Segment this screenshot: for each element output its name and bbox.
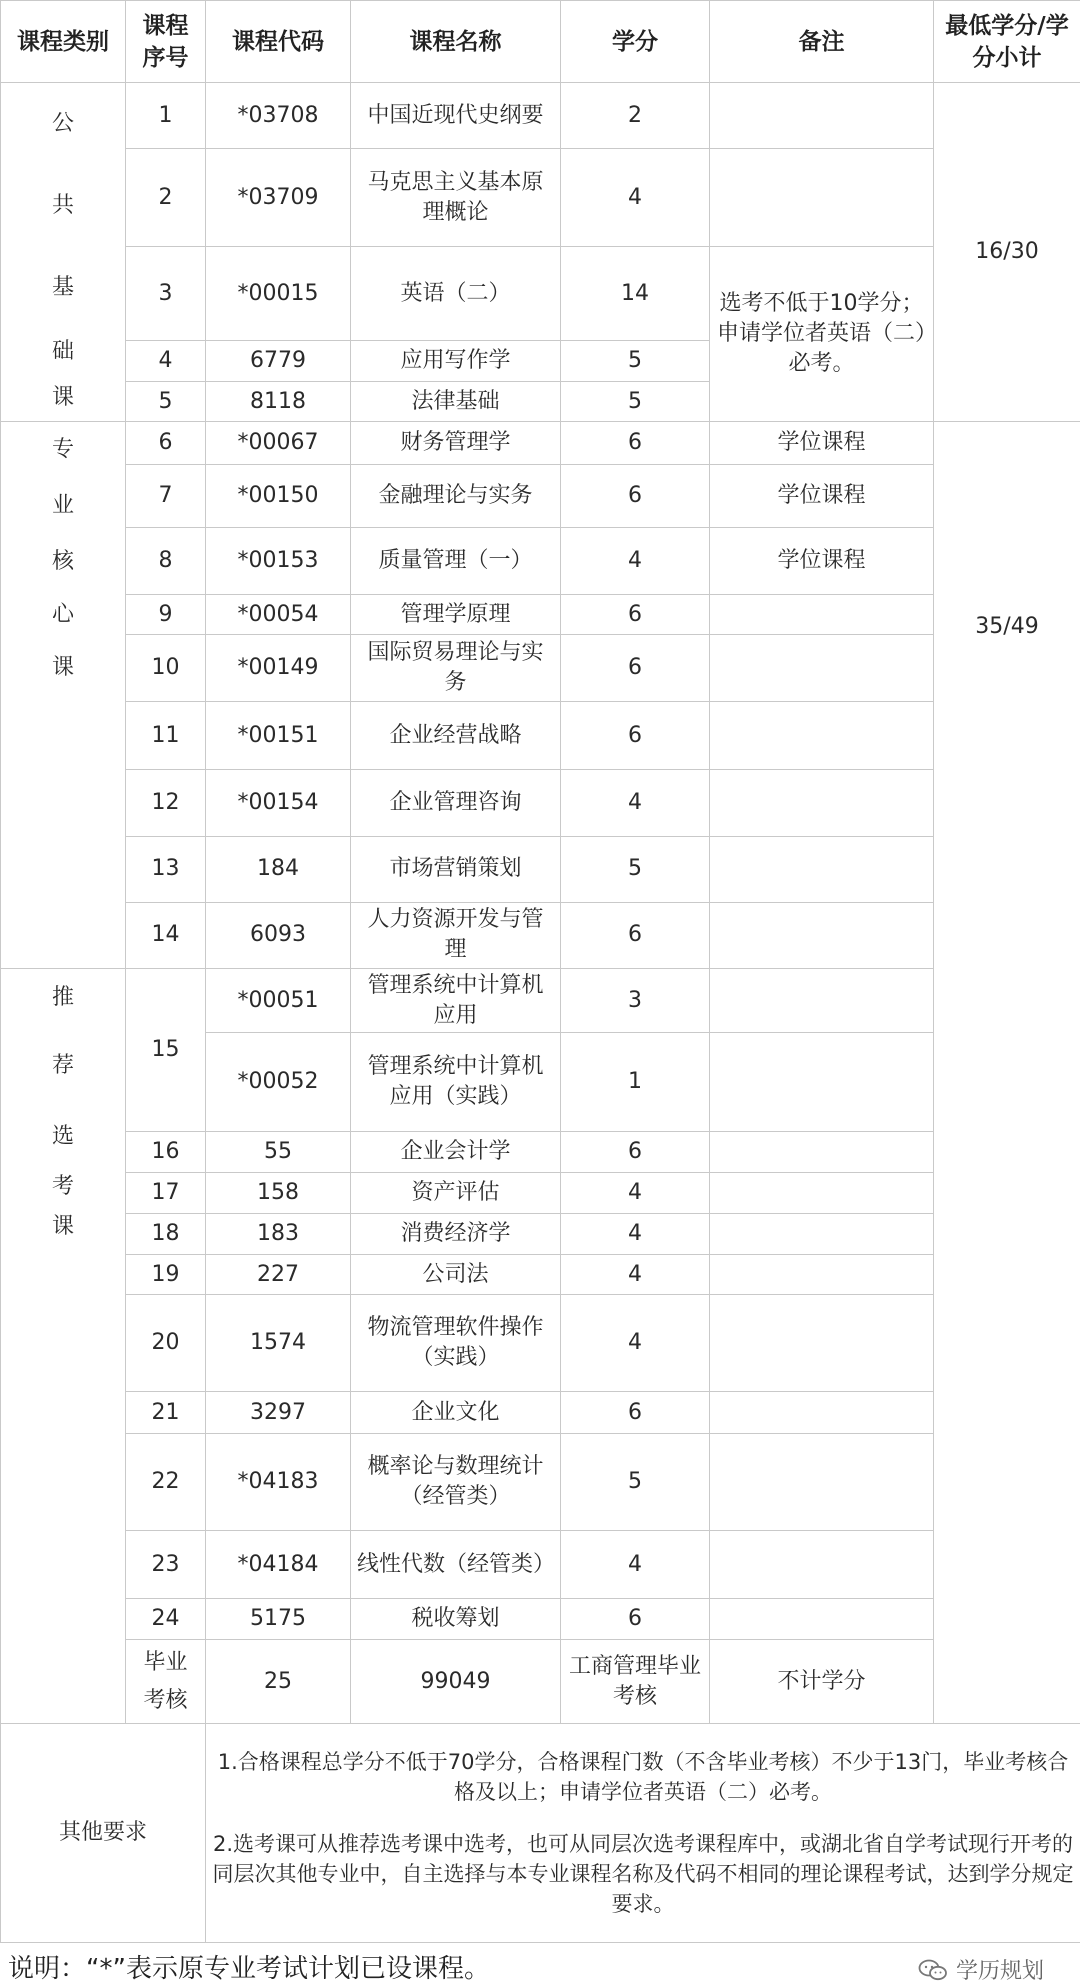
cell-code: *00067 (206, 422, 351, 465)
min-credit-core (934, 422, 1080, 1724)
category-char: 荐 (7, 1027, 119, 1105)
watermark (918, 1954, 1044, 1985)
cell-name: 人力资源开发与管理 (351, 902, 561, 968)
cell-seq: 25 (206, 1640, 351, 1724)
cell-seq: 12 (126, 769, 206, 836)
cell-credit: 4 (561, 769, 710, 836)
cell-credit: 4 (561, 1295, 710, 1392)
cell-credit: 5 (561, 341, 710, 382)
category-char: 心 (7, 590, 119, 640)
cell-credit: 4 (561, 149, 710, 247)
cell-seq: 14 (126, 902, 206, 968)
cell-seq: 4 (126, 341, 206, 382)
cell-credit: 不计学分 (710, 1640, 934, 1724)
cell-credit: 6 (561, 422, 710, 465)
cell-code: 99049 (351, 1640, 561, 1724)
category-char: 课 (7, 640, 119, 696)
category-char: 课 (7, 1205, 119, 1249)
cell-code: 6779 (206, 341, 351, 382)
min-credit-public: 16/30 (934, 83, 1080, 422)
category-public (1, 83, 126, 422)
cell-code: *00149 (206, 635, 351, 702)
requirement-item: 1.合格课程总学分不低于70学分，合格课程门数（不含毕业考核）不少于13门，毕业考核合格及以上；申请学位者英语（二）必考。 (212, 1747, 1074, 1807)
cell-note (710, 1434, 934, 1531)
cell-code: *00153 (206, 528, 351, 595)
cell-note (710, 1255, 934, 1295)
table-row (1, 149, 1080, 247)
cell-code: *03708 (206, 83, 351, 149)
cell-name: 公司法 (351, 1255, 561, 1295)
header-name: 课程名称 (351, 1, 561, 83)
cell-name: 财务管理学 (351, 422, 561, 465)
table-row (1, 1173, 1080, 1214)
wechat-icon (918, 1959, 948, 1981)
cell-note-degree: 学位课程 (710, 422, 934, 465)
cell-code: *00015 (206, 247, 351, 341)
cell-code: *03709 (206, 149, 351, 247)
cell-name: 应用写作学 (351, 341, 561, 382)
cell-credit: 5 (561, 382, 710, 422)
table-row (1, 422, 1080, 465)
category-char: 业 (7, 478, 119, 534)
cell-credit: 4 (561, 1214, 710, 1255)
cell-name: 市场营销策划 (351, 836, 561, 902)
cell-credit: 4 (561, 528, 710, 595)
cell-name: 税收筹划 (351, 1599, 561, 1640)
cell-note-degree: 学位课程 (710, 528, 934, 595)
cell-name: 企业文化 (351, 1392, 561, 1434)
cell-code: *04184 (206, 1531, 351, 1599)
cell-code: *00151 (206, 702, 351, 769)
cell-note-degree: 学位课程 (710, 465, 934, 528)
cell-credit: 6 (561, 1132, 710, 1173)
table-row (1, 902, 1080, 968)
cell-code: 158 (206, 1173, 351, 1214)
cell-note (710, 702, 934, 769)
cell-seq: 9 (126, 595, 206, 635)
cell-note (710, 969, 934, 1033)
table-row (1, 83, 1080, 149)
cell-seq: 7 (126, 465, 206, 528)
category-char: 核 (7, 534, 119, 590)
footer (0, 1946, 1080, 1983)
cell-name: 管理学原理 (351, 595, 561, 635)
cell-name: 资产评估 (351, 1173, 561, 1214)
table-header-row (1, 1, 1080, 83)
cell-credit: 6 (561, 702, 710, 769)
cell-name: 企业经营战略 (351, 702, 561, 769)
cell-seq: 1 (126, 83, 206, 149)
cell-name: 马克思主义基本原理概论 (351, 149, 561, 247)
cell-credit: 4 (561, 1255, 710, 1295)
cell-seq: 19 (126, 1255, 206, 1295)
cell-note (710, 635, 934, 702)
cell-seq: 17 (126, 1173, 206, 1214)
cell-note (710, 1132, 934, 1173)
category-char: 共 (7, 165, 119, 247)
cell-code: 1574 (206, 1295, 351, 1392)
table-row (1, 769, 1080, 836)
cell-seq: 3 (126, 247, 206, 341)
cell-name: 英语（二） (351, 247, 561, 341)
note-english: 选考不低于10学分；申请学位者英语（二）必考。 (710, 247, 934, 422)
footnote: 说明：“*”表示原专业考试计划已设课程。 (8, 1948, 490, 1985)
min-credit-core-value: 35/49 (975, 614, 1038, 639)
cell-credit: 5 (561, 1434, 710, 1531)
category-char: 毕业 (132, 1644, 199, 1682)
table-row (1, 702, 1080, 769)
category-char: 考 (7, 1169, 119, 1205)
cell-credit: 3 (561, 969, 710, 1033)
cell-name: 质量管理（一） (351, 528, 561, 595)
cell-name: 消费经济学 (351, 1214, 561, 1255)
cell-code: 183 (206, 1214, 351, 1255)
cell-code: *00051 (206, 969, 351, 1033)
category-char: 考核 (132, 1682, 199, 1720)
category-char: 推 (7, 969, 119, 1027)
watermark-text: 学历规划 (956, 1954, 1044, 1985)
cell-seq: 22 (126, 1434, 206, 1531)
table-row (1, 1392, 1080, 1434)
cell-code: 184 (206, 836, 351, 902)
cell-credit: 14 (561, 247, 710, 341)
table-row (1, 1434, 1080, 1531)
cell-seq: 23 (126, 1531, 206, 1599)
cell-note (710, 902, 934, 968)
cell-note (710, 1295, 934, 1392)
table-row (1, 1214, 1080, 1255)
requirement-item: 2.选考课可从推荐选考课中选考，也可从同层次选考课程库中，或湖北省自学考试现行开考的同层次其他专业中，自主选择与本专业课程名称及代码不相同的理论课程考试，达到学分规定要求。 (212, 1829, 1074, 1919)
table-row (1, 1255, 1080, 1295)
cell-code: 3297 (206, 1392, 351, 1434)
cell-code: *00154 (206, 769, 351, 836)
cell-name: 管理系统中计算机应用 (351, 969, 561, 1033)
cell-seq: 21 (126, 1392, 206, 1434)
cell-name: 国际贸易理论与实务 (351, 635, 561, 702)
cell-code: 227 (206, 1255, 351, 1295)
cell-note (710, 1214, 934, 1255)
cell-credit: 5 (561, 836, 710, 902)
cell-code: 55 (206, 1132, 351, 1173)
cell-name: 中国近现代史纲要 (351, 83, 561, 149)
table-row (1, 1531, 1080, 1599)
table-row (1, 595, 1080, 635)
category-grad (126, 1640, 206, 1724)
cell-note (710, 769, 934, 836)
cell-name: 企业会计学 (351, 1132, 561, 1173)
cell-credit: 6 (561, 595, 710, 635)
cell-code: 8118 (206, 382, 351, 422)
table-row (1, 247, 1080, 341)
table-row (1, 969, 1080, 1033)
cell-note (710, 1033, 934, 1132)
cell-note (710, 1531, 934, 1599)
category-char: 选 (7, 1105, 119, 1169)
cell-note (710, 149, 934, 247)
cell-name: 金融理论与实务 (351, 465, 561, 528)
cell-name: 企业管理咨询 (351, 769, 561, 836)
cell-note (710, 1173, 934, 1214)
cell-code: 6093 (206, 902, 351, 968)
other-requirements-text (206, 1724, 1080, 1943)
table-row (1, 635, 1080, 702)
cell-name: 概率论与数理统计（经管类） (351, 1434, 561, 1531)
table-row (1, 528, 1080, 595)
header-seq: 课程序号 (126, 1, 206, 83)
cell-credit: 4 (561, 1173, 710, 1214)
table-row (1, 1132, 1080, 1173)
header-min-credit: 最低学分/学分小计 (934, 1, 1080, 83)
cell-seq: 18 (126, 1214, 206, 1255)
cell-credit: 6 (561, 1599, 710, 1640)
cell-name: 法律基础 (351, 382, 561, 422)
category-char: 专 (7, 422, 119, 478)
header-note: 备注 (710, 1, 934, 83)
category-char: 公 (7, 83, 119, 165)
other-requirements-row (1, 1724, 1080, 1943)
cell-note (710, 1392, 934, 1434)
cell-seq: 8 (126, 528, 206, 595)
cell-seq: 11 (126, 702, 206, 769)
cell-code: 5175 (206, 1599, 351, 1640)
cell-seq: 13 (126, 836, 206, 902)
cell-name: 线性代数（经管类） (351, 1531, 561, 1599)
cell-note (710, 83, 934, 149)
table-row (1, 465, 1080, 528)
cell-name: 物流管理软件操作（实践） (351, 1295, 561, 1392)
cell-credit: 6 (561, 902, 710, 968)
header-credit: 学分 (561, 1, 710, 83)
cell-seq: 6 (126, 422, 206, 465)
cell-name: 管理系统中计算机应用（实践） (351, 1033, 561, 1132)
cell-credit: 1 (561, 1033, 710, 1132)
cell-credit: 2 (561, 83, 710, 149)
cell-seq: 20 (126, 1295, 206, 1392)
cell-seq: 15 (126, 969, 206, 1132)
cell-credit: 6 (561, 465, 710, 528)
header-category: 课程类别 (1, 1, 126, 83)
cell-seq: 5 (126, 382, 206, 422)
cell-seq: 16 (126, 1132, 206, 1173)
cell-seq: 10 (126, 635, 206, 702)
table-row (1, 1599, 1080, 1640)
category-core (1, 422, 126, 969)
cell-seq: 2 (126, 149, 206, 247)
other-requirements-label: 其他要求 (1, 1724, 206, 1943)
cell-note (710, 836, 934, 902)
table-row (1, 1640, 1080, 1724)
cell-credit: 6 (561, 1392, 710, 1434)
cell-note (710, 595, 934, 635)
category-char: 础 (7, 329, 119, 375)
cell-code: *00054 (206, 595, 351, 635)
cell-credit: 4 (561, 1531, 710, 1599)
cell-name: 工商管理毕业考核 (561, 1640, 710, 1724)
table-row (1, 836, 1080, 902)
category-char: 基 (7, 247, 119, 329)
cell-seq: 24 (126, 1599, 206, 1640)
cell-note (710, 1599, 934, 1640)
cell-code: *04183 (206, 1434, 351, 1531)
cell-credit: 6 (561, 635, 710, 702)
table-row (1, 1295, 1080, 1392)
cell-code: *00052 (206, 1033, 351, 1132)
cell-code: *00150 (206, 465, 351, 528)
header-code: 课程代码 (206, 1, 351, 83)
category-char: 课 (7, 375, 119, 421)
category-elective (1, 969, 126, 1724)
